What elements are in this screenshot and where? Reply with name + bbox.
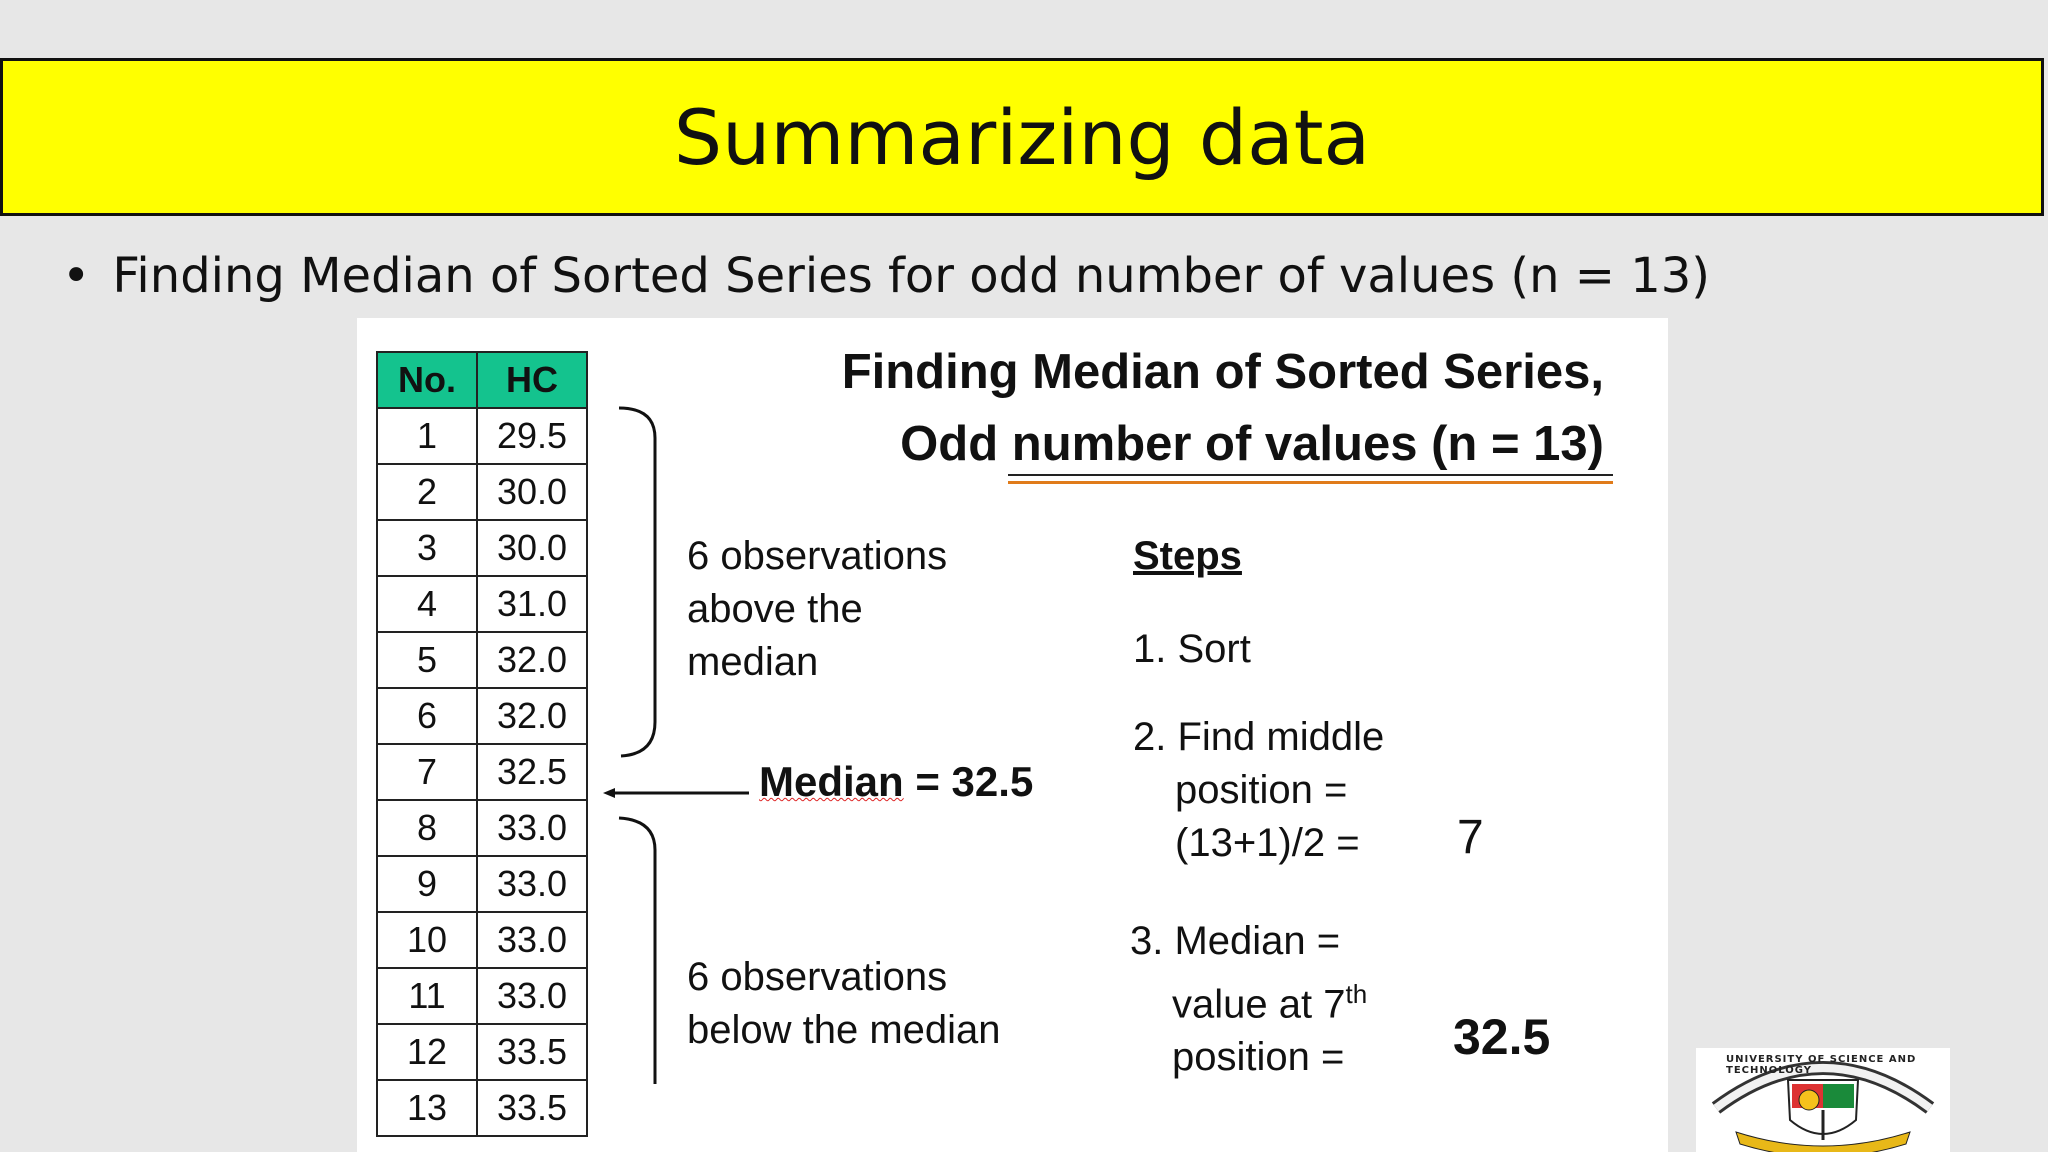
hc-table xyxy=(376,351,588,1137)
step-2-value: 7 xyxy=(1457,811,1484,864)
table-row xyxy=(377,1024,587,1080)
cell-hc: 33.0 xyxy=(477,968,587,1024)
table-row xyxy=(377,800,587,856)
upper-brace xyxy=(619,408,655,756)
table-header-row xyxy=(377,352,587,408)
table-row xyxy=(377,632,587,688)
below-median-text: 6 observations below the median xyxy=(687,955,1001,1052)
steps-heading: Steps xyxy=(1133,534,1242,578)
cell-hc: 32.0 xyxy=(477,688,587,744)
cell-no: 2 xyxy=(377,464,477,520)
cell-hc: 33.5 xyxy=(477,1080,587,1136)
bullet-text: Finding Median of Sorted Series for odd number of values (n = 13) xyxy=(112,248,1711,304)
figure-title-line2: Odd number of values (n = 13) xyxy=(900,417,1604,471)
cell-hc: 33.0 xyxy=(477,912,587,968)
university-logo xyxy=(1696,1048,1950,1152)
cell-hc: 32.0 xyxy=(477,632,587,688)
bullet-point xyxy=(62,248,1710,304)
cell-no: 9 xyxy=(377,856,477,912)
cell-no: 5 xyxy=(377,632,477,688)
above-median-text: 6 observations above the median xyxy=(687,534,948,684)
cell-no: 8 xyxy=(377,800,477,856)
median-value: = 32.5 xyxy=(903,758,1034,805)
cell-hc: 31.0 xyxy=(477,576,587,632)
cell-no: 12 xyxy=(377,1024,477,1080)
cell-no: 11 xyxy=(377,968,477,1024)
table-row xyxy=(377,856,587,912)
table-row xyxy=(377,912,587,968)
cell-no: 10 xyxy=(377,912,477,968)
header-hc: HC xyxy=(477,352,587,408)
table-row xyxy=(377,408,587,464)
figure-title xyxy=(842,336,1604,480)
slide-title: Summarizing data xyxy=(673,92,1371,182)
step-3: 3. Median = value at 7th position = xyxy=(1130,919,1368,1080)
table-row xyxy=(377,968,587,1024)
cell-hc: 33.5 xyxy=(477,1024,587,1080)
cell-hc: 32.5 xyxy=(477,744,587,800)
median-label xyxy=(759,758,1033,806)
step-2: 2. Find middle position = (13+1)/2 = xyxy=(1133,715,1385,865)
cell-hc: 30.0 xyxy=(477,520,587,576)
table-row xyxy=(377,576,587,632)
lower-brace xyxy=(619,818,655,1084)
slide-title-bar xyxy=(0,58,2044,216)
table-row xyxy=(377,744,587,800)
median-arrow-icon xyxy=(601,778,751,808)
table-row xyxy=(377,1080,587,1136)
cell-no: 7 xyxy=(377,744,477,800)
step-1: 1. Sort xyxy=(1133,627,1251,671)
cell-hc: 30.0 xyxy=(477,464,587,520)
cell-no: 6 xyxy=(377,688,477,744)
cell-hc: 33.0 xyxy=(477,800,587,856)
step-3-value: 32.5 xyxy=(1453,1009,1551,1065)
table-row xyxy=(377,688,587,744)
cell-no: 4 xyxy=(377,576,477,632)
cell-no: 1 xyxy=(377,408,477,464)
median-word: Median xyxy=(759,758,904,805)
logo-text: UNIVERSITY OF SCIENCE AND TECHNOLOGY xyxy=(1726,1054,1917,1076)
table-row xyxy=(377,464,587,520)
title-underline xyxy=(1008,474,1613,484)
brace-lines xyxy=(615,404,665,1084)
header-no: No. xyxy=(377,352,477,408)
cell-hc: 29.5 xyxy=(477,408,587,464)
cell-hc: 33.0 xyxy=(477,856,587,912)
table-row xyxy=(377,520,587,576)
median-figure xyxy=(357,318,1668,1152)
cell-no: 3 xyxy=(377,520,477,576)
cell-no: 13 xyxy=(377,1080,477,1136)
bullet-dot-icon: • xyxy=(62,248,91,304)
figure-title-line1: Finding Median of Sorted Series, xyxy=(841,345,1604,399)
